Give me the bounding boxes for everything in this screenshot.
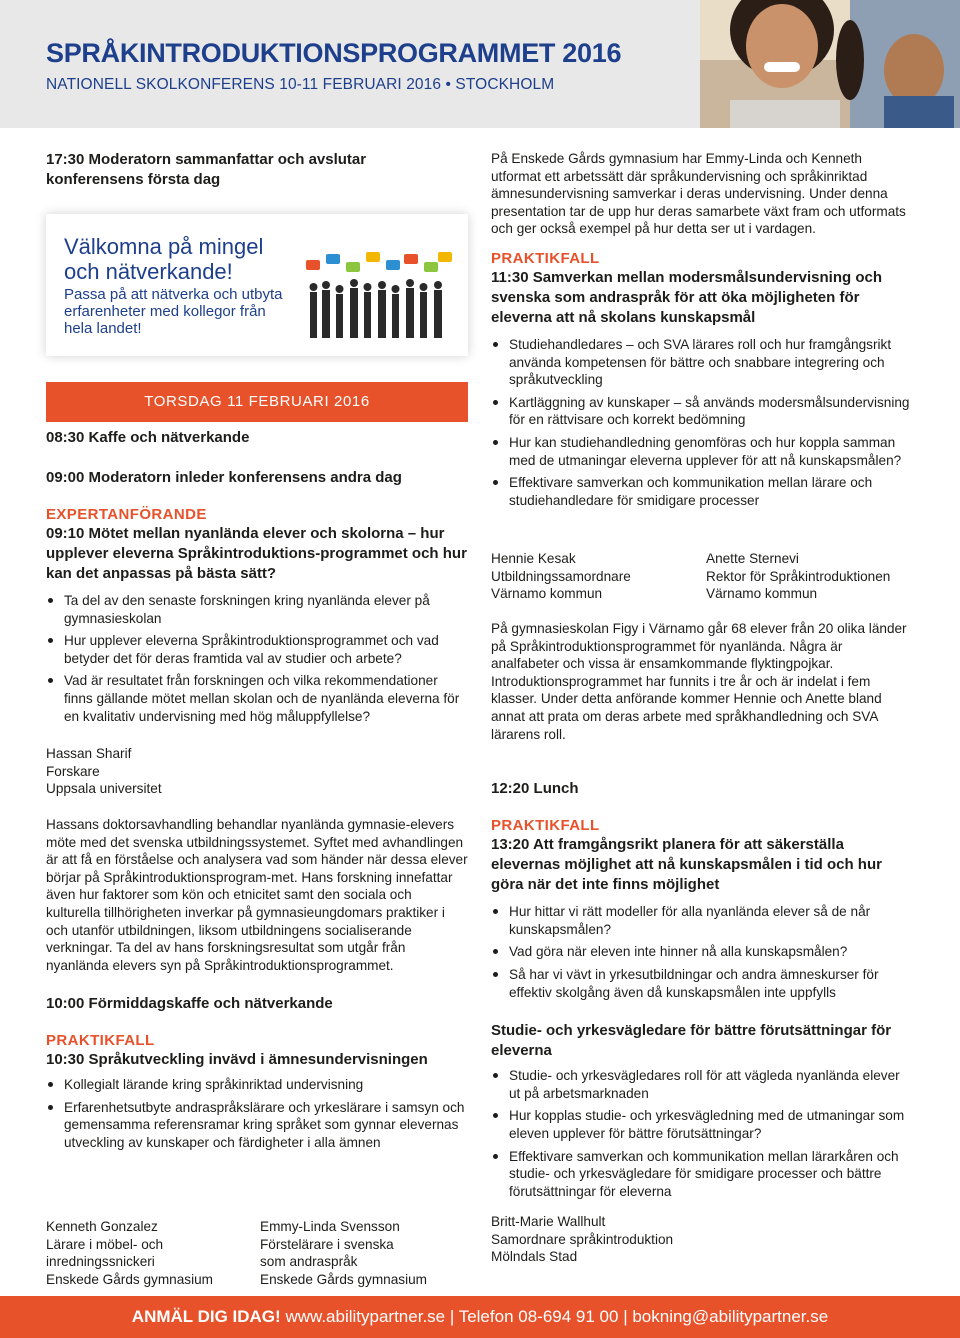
- page-subtitle: NATIONELL SKOLKONFERENS 10-11 FEBRUARI 2016 • STOCKHOLM: [46, 76, 555, 93]
- speaker-role: Rektor för Språkintroduktionen: [706, 568, 891, 584]
- header-band: [0, 0, 960, 128]
- list-item: Studiehandledares – och SVA lärares roll och hur framgångsrikt använda kompetensen för bättre och snabbare integrering och språkutveckling: [491, 336, 911, 389]
- list-item: Hur kopplas studie- och yrkesvägledning med de utmaningar som eleven upplever för bättre förutsättningar?: [491, 1107, 911, 1142]
- speaker-name: Kenneth Gonzalez: [46, 1219, 158, 1234]
- case2-text: På gymnasieskolan Figy i Värnamo går 68 elever från 20 olika länder på Språkintroduktionsprogrammet för nyanlända. Några är analfabeter och vissa är ensamkommande flyktingpojkar. Introduktionsprogrammet har funnits i tre år och är indelat i fem klasser. Under detta anförande kommer Hennie och Anette bland annat att prata om deras arbete med språkhandledning och SVA lärarens roll.: [491, 621, 907, 742]
- list-item: Hur hittar vi rätt modeller för alla nyanlända elever så de når kunskapsmålen?: [491, 903, 911, 938]
- list-item: Studie- och yrkesvägledares roll för att vägleda nyanlända elever ut på arbetsmarknaden: [491, 1067, 911, 1102]
- list-item: Ta del av den senaste forskningen kring nyanlända elever på gymnasieskolan: [46, 592, 468, 627]
- speaker-bio: Hassans doktorsavhandling behandlar nyanlända gymnasie-elevers möte med det svenska utbildningssystemet. Syftet med avhandlingen är att få en förståelse och analysera vad som händer när dessa elever börjar på Språkintroduktionsprogram-met. Hans forskning innefattar även hur faktorer som kön och etnicitet samt den sociala och kulturella tillhörigheten inverkar på gymnasieungdomars praktiker i och utanför utbildningen, liksom utbildningens socialiserande verkningar. Ta del av hans forskningsresultat som utgår från nyanlända elevers syn på Språkintroduktionsprogrammet.: [46, 816, 468, 973]
- list-item: Kollegialt lärande kring språkinriktad undervisning: [46, 1076, 468, 1094]
- phone-number: Telefon 08-694 91 00: [458, 1307, 619, 1326]
- agenda-item-1000: 10:00 Förmiddagskaffe och nätverkande: [46, 995, 333, 1013]
- list-item: Så har vi vävt in yrkesutbildningar och andra ämneskurser för effektiv skolgång även då kunskapsmålen inte uppfylls: [491, 966, 911, 1001]
- speaker-role: Samordnare språkintroduktion: [491, 1231, 674, 1247]
- right-column-lower: [491, 620, 911, 1205]
- case2-label: PRAKTIKFALL: [491, 249, 600, 267]
- speaker-hassan: [46, 745, 468, 798]
- speaker-org: Värnamo kommun: [706, 586, 818, 602]
- list-item: Effektivare samverkan och kommunikation mellan lärarkåren och studie- och yrkesvägledare för smidigare processer och bättre förutsättningar för eleverna: [491, 1148, 911, 1201]
- register-cta: ANMÄL DIG IDAG!: [131, 1307, 281, 1326]
- list-item: Effektivare samverkan och kommunikation mellan lärare och studiehandledare för smidigare processer: [491, 474, 911, 509]
- agenda-item-0900: 09:00 Moderatorn inleder konferensens andra dag: [46, 469, 402, 486]
- expert-heading: 09:10 Mötet mellan nyanlända elever och skolorna – hur upplever eleverna Språkintroduktions-programmet och hur kan det anpassas på bästa sätt?: [46, 525, 467, 582]
- students-photo: [700, 0, 960, 128]
- case3-heading: 13:20 Att framgångsrikt planera för att säkerställa elevernas möjlighet att nå kunskapsmålen i tid och hur göra när det inte finns möjlighet: [491, 836, 882, 894]
- speaker-role: Förstelärare i svenska som andraspråk: [260, 1236, 394, 1270]
- case3-label: PRAKTIKFALL: [491, 817, 600, 835]
- speaker-org: Enskede Gårds gymnasium: [260, 1271, 427, 1287]
- case4-heading: Studie- och yrkesvägledare för bättre förutsättningar för eleverna: [491, 1022, 892, 1060]
- list-item: Vad göra när eleven inte hinner nå alla kunskapsmålen?: [491, 943, 911, 961]
- list-item: Vad är resultatet från forskningen och vilka rekommendationer finns gällande mötet mellan skolan och de nyanlända eleverna för en kvalitativ undervisning med hög måluppfyllelse?: [46, 672, 468, 725]
- footer-band: [0, 1296, 960, 1338]
- speaker-org: Mölndals Stad: [491, 1249, 578, 1265]
- list-item: Kartläggning av kunskaper – så används modersmålsundervisning för en rättvisare och korrekt bedömning: [491, 394, 911, 429]
- speaker-britt-marie: [491, 1213, 751, 1266]
- case1-intro: På Enskede Gårds gymnasium har Emmy-Linda och Kenneth utformat ett arbetssätt där språkundervisning och språkinriktad ämnesundervisning samverkar i deras undervisning. Under denna presentation tar de upp hur deras samarbete växt fram och utformats och ger också exempel på hur detta ser ut i vardagen.: [491, 151, 906, 237]
- website-link[interactable]: www.abilitypartner.se: [285, 1307, 446, 1326]
- speaker-name: Emmy-Linda Svensson: [260, 1219, 400, 1234]
- agenda-item-1730: 17:30 Moderatorn sammanfattar och avslutar konferensens första dag: [46, 151, 367, 188]
- expert-label: EXPERTANFÖRANDE: [46, 506, 207, 523]
- speaker-anette: [706, 550, 916, 603]
- speaker-emmy-linda: [260, 1218, 460, 1288]
- agenda-item-0830: 08:30 Kaffe och nätverkande: [46, 429, 250, 446]
- right-column-content: [491, 150, 911, 514]
- separator: |: [623, 1307, 633, 1326]
- day-band: TORSDAG 11 FEBRUARI 2016: [46, 382, 468, 422]
- case2-bullets: [491, 336, 911, 509]
- case3-bullets: [491, 903, 911, 1001]
- speaker-role: Utbildningssamordnare: [491, 568, 631, 584]
- list-item: Erfarenhetsutbyte andraspråkslärare och yrkeslärare i samsyn och gemensamma referensramar kring språket som gynnar elevernas utveckling av kunskaper och färdigheter i alla ämnen: [46, 1099, 468, 1152]
- case1-label: PRAKTIKFALL: [46, 1032, 155, 1050]
- case1-bullets: [46, 1076, 468, 1151]
- speaker-kenneth: [46, 1218, 246, 1288]
- email-link[interactable]: bokning@abilitypartner.se: [632, 1307, 829, 1326]
- left-column-content: [46, 428, 468, 1157]
- case4-bullets: [491, 1067, 911, 1200]
- mingel-text: Passa på att nätverka och utbyta erfarenheter med kollegor från hela landet!: [64, 286, 283, 337]
- networking-people-illustration: [304, 252, 454, 344]
- speaker-role: Forskare: [46, 763, 100, 779]
- expert-bullets: [46, 592, 468, 725]
- case2-heading: 11:30 Samverkan mellan modersmålsundervisning och svenska som andraspråk för att öka möjligheten för eleverna att nå skolans kunskapsmål: [491, 268, 882, 326]
- list-item: Hur kan studiehandledning genomföras och hur koppla samman med de utmaningar eleverna upplever för att nå kunskapsmålen?: [491, 434, 911, 469]
- speaker-org: Värnamo kommun: [491, 586, 603, 602]
- list-item: Hur upplever eleverna Språkintroduktionsprogrammet och vad betyder det för deras framtida val av studier och arbete?: [46, 632, 468, 667]
- case1-heading: 10:30 Språkutveckling invävd i ämnesundervisningen: [46, 1051, 428, 1069]
- speaker-name: Britt-Marie Wallhult: [491, 1214, 606, 1229]
- speaker-org: Enskede Gårds gymnasium: [46, 1271, 213, 1287]
- page-title: SPRÅKINTRODUKTIONSPROGRAMMET 2016: [46, 38, 622, 68]
- speaker-name: Hennie Kesak: [491, 551, 576, 566]
- speaker-org: Uppsala universitet: [46, 781, 162, 797]
- separator: |: [449, 1307, 459, 1326]
- speaker-hennie: [491, 550, 701, 603]
- speaker-name: Anette Sternevi: [706, 551, 799, 566]
- speaker-role: Lärare i möbel- och inredningssnickeri: [46, 1236, 164, 1270]
- speaker-name: Hassan Sharif: [46, 746, 132, 762]
- agenda-item-1220: 12:20 Lunch: [491, 780, 579, 798]
- mingel-title: Välkomna på mingel och nätverkande!: [64, 234, 264, 284]
- mingel-box: [46, 214, 468, 356]
